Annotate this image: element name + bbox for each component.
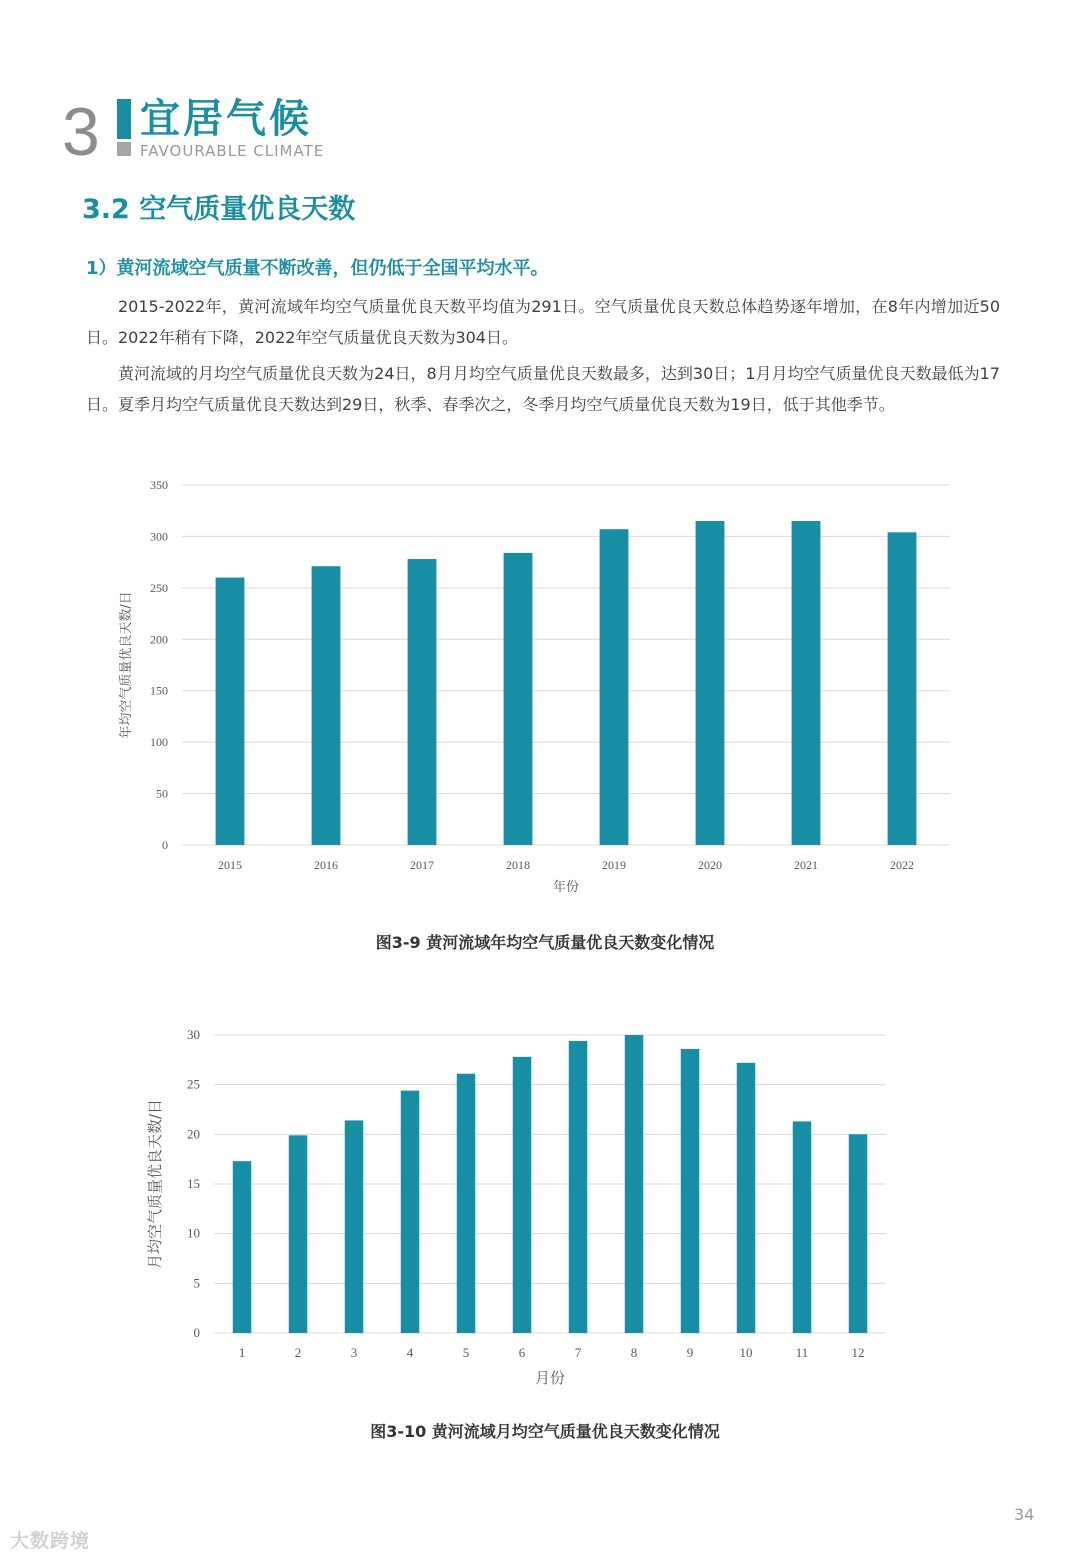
y-tick-label: 30 bbox=[187, 1027, 200, 1042]
y-tick-label: 150 bbox=[150, 683, 168, 698]
bar bbox=[681, 1049, 699, 1333]
y-tick-label: 250 bbox=[150, 580, 168, 595]
x-tick-label: 6 bbox=[518, 1345, 526, 1360]
paragraph: 黄河流域的月均空气质量优良天数为24日，8月月均空气质量优良天数最多，达到30日；1月月均空气质量优良天数最低为17日。夏季月均空气质量优良天数达到29日，秋季、春季次之，冬季月均空气质量优良天数为19日，低于其他季节。 bbox=[86, 364, 1000, 414]
x-axis-label: 年份 bbox=[552, 880, 580, 895]
x-tick-label: 11 bbox=[795, 1345, 809, 1360]
bar bbox=[401, 1091, 419, 1333]
bar bbox=[457, 1074, 475, 1333]
x-tick-label: 8 bbox=[630, 1345, 638, 1360]
y-tick-label: 50 bbox=[156, 786, 168, 801]
bar bbox=[216, 578, 245, 845]
bar bbox=[625, 1035, 643, 1333]
figure-caption: 图3-10 黄河流域月均空气质量优良天数变化情况 bbox=[370, 1422, 720, 1441]
x-tick-label: 2018 bbox=[506, 858, 530, 872]
y-tick-label: 0 bbox=[162, 838, 168, 852]
bar bbox=[569, 1041, 587, 1333]
annual-bar-chart bbox=[100, 470, 970, 910]
bar bbox=[737, 1063, 755, 1333]
chapter-accent-square bbox=[117, 142, 131, 156]
y-axis-label: 年均空气质量优良天数/日 bbox=[119, 591, 134, 739]
chapter-accent-bar bbox=[117, 99, 131, 139]
x-tick-label: 5 bbox=[462, 1345, 470, 1360]
y-tick-label: 5 bbox=[193, 1275, 200, 1291]
y-tick-label: 300 bbox=[150, 529, 168, 544]
y-tick-label: 350 bbox=[150, 478, 168, 492]
y-tick-label: 200 bbox=[150, 632, 168, 647]
x-tick-label: 10 bbox=[739, 1345, 753, 1360]
x-tick-label: 2017 bbox=[410, 858, 434, 872]
bar bbox=[793, 1121, 811, 1333]
bar bbox=[600, 529, 629, 845]
chapter-subtitle: FAVOURABLE CLIMATE bbox=[140, 142, 325, 160]
x-tick-label: 2019 bbox=[602, 858, 626, 872]
x-tick-label: 12 bbox=[851, 1345, 865, 1360]
chapter-title: 宜居气候 bbox=[140, 96, 312, 142]
sub-heading: 1）黄河流域空气质量不断改善，但仍低于全国平均水平。 bbox=[86, 258, 549, 279]
bar bbox=[408, 559, 437, 845]
bar bbox=[289, 1135, 307, 1333]
x-tick-label: 2022 bbox=[890, 858, 914, 872]
bar bbox=[696, 521, 725, 845]
section-title: 3.2 空气质量优良天数 bbox=[82, 194, 356, 225]
bar bbox=[888, 532, 917, 845]
chapter-number: 3 bbox=[62, 94, 100, 170]
y-axis-label: 月均空气质量优良天数/日 bbox=[146, 1098, 164, 1270]
y-tick-label: 100 bbox=[150, 735, 168, 750]
bar bbox=[513, 1057, 531, 1333]
x-axis-label: 月份 bbox=[534, 1369, 566, 1387]
y-tick-label: 15 bbox=[187, 1176, 200, 1191]
page-number: 34 bbox=[1014, 1505, 1035, 1524]
x-tick-label: 2021 bbox=[794, 858, 818, 872]
y-tick-label: 0 bbox=[193, 1325, 200, 1340]
x-tick-label: 9 bbox=[686, 1345, 694, 1360]
y-tick-label: 25 bbox=[187, 1076, 200, 1092]
bar bbox=[233, 1161, 251, 1333]
bar bbox=[849, 1134, 867, 1333]
bar bbox=[504, 553, 533, 845]
x-tick-label: 3 bbox=[350, 1345, 358, 1360]
y-tick-label: 10 bbox=[187, 1225, 200, 1241]
x-tick-label: 2020 bbox=[698, 858, 722, 872]
x-tick-label: 7 bbox=[574, 1345, 582, 1360]
bar bbox=[312, 566, 341, 845]
x-tick-label: 1 bbox=[238, 1345, 246, 1360]
x-tick-label: 2016 bbox=[314, 858, 338, 872]
x-tick-label: 2 bbox=[294, 1345, 302, 1360]
y-tick-label: 20 bbox=[187, 1126, 200, 1142]
bar bbox=[792, 521, 821, 845]
x-tick-label: 2015 bbox=[218, 858, 242, 872]
watermark: 大数跨境 bbox=[10, 1530, 91, 1552]
figure-caption: 图3-9 黄河流域年均空气质量优良天数变化情况 bbox=[375, 933, 715, 952]
x-tick-label: 4 bbox=[406, 1345, 414, 1360]
bar bbox=[345, 1120, 363, 1333]
paragraph: 2015-2022年，黄河流域年均空气质量优良天数平均值为291日。空气质量优良天数总体趋势逐年增加，在8年内增加近50日。2022年稍有下降，2022年空气质量优良天数为304日。 bbox=[86, 297, 1000, 347]
monthly-bar-chart bbox=[130, 1015, 910, 1395]
